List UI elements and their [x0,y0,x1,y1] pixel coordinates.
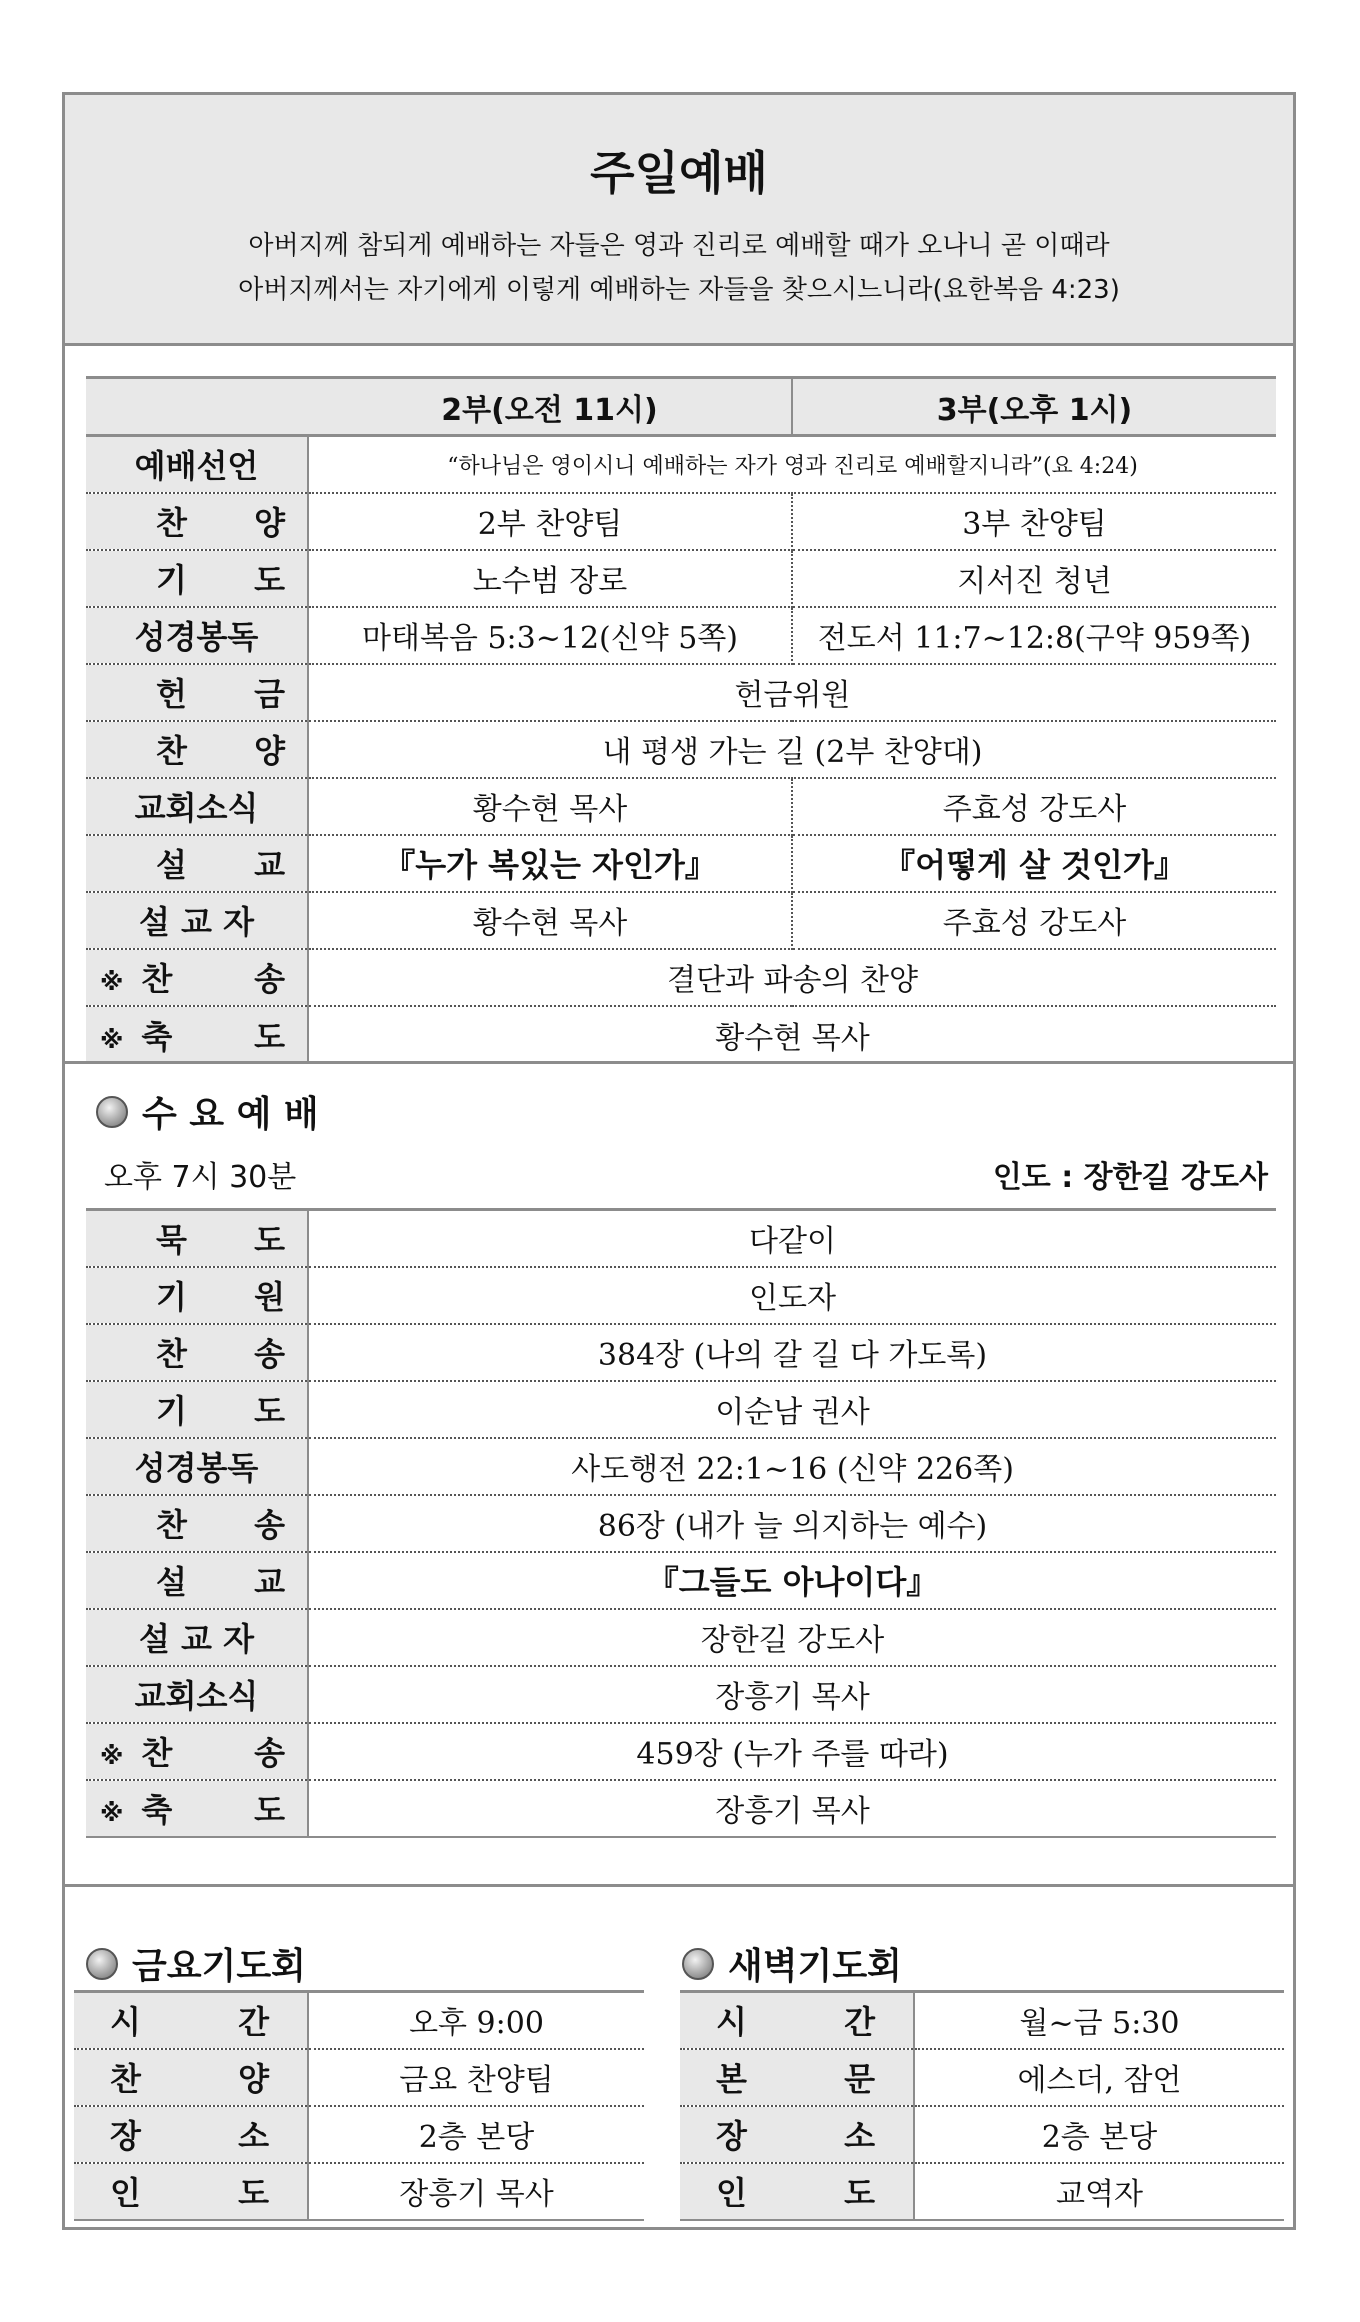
row-label: 설 교 자 [138,903,255,941]
row-label-b: 도 [844,2174,875,2212]
row-label-b: 도 [254,561,285,599]
sermon-title-3bu: 『어떻게 살 것인가』 [792,835,1276,892]
wednesday-row [86,1666,1276,1723]
wednesday-time: 오후 7시 30분 [104,1160,297,1195]
wednesday-leader: 인도 : 장한길 강도사 [992,1160,1268,1195]
wednesday-row [86,1210,1276,1267]
row-value: 384장 (나의 갈 길 다 가도록) [308,1324,1276,1381]
row-value: 교역자 [914,2163,1284,2220]
wednesday-order-table [86,1208,1276,1838]
circle-bullet-icon [682,1948,714,1980]
wednesday-row [86,1609,1276,1666]
asterisk-mark: ※ [100,1799,124,1827]
row-label-a: 찬 [141,1734,173,1772]
row-label: 성경봉독 [134,618,259,656]
row-label-b: 간 [238,2003,269,2042]
row-value-3bu: 지서진 청년 [792,550,1276,607]
row-label-a: 설 [156,846,187,884]
circle-bullet-icon [86,1948,118,1980]
circle-bullet-icon [96,1096,128,1128]
asterisk-mark: ※ [100,1025,124,1054]
row-label-a: 시 [110,2003,141,2042]
row-label-a: 축 [141,1791,173,1829]
wednesday-title-text: 수 요 예 배 [142,1094,319,1135]
row-label-b: 교 [254,1563,285,1601]
row-value: 월~금 5:30 [914,1992,1284,2049]
row-label-b: 양 [254,504,285,542]
sunday-row [86,721,1276,778]
row-value: 인도자 [308,1267,1276,1324]
sunday-row [86,892,1276,949]
row-value: 사도행전 22:1~16 (신약 226쪽) [308,1438,1276,1495]
row-label-b: 간 [844,2003,875,2042]
section-divider [62,1061,1296,1064]
row-value-2bu: 노수범 장로 [308,550,792,607]
row-value: 장한길 강도사 [308,1609,1276,1666]
wednesday-row [86,1324,1276,1381]
friday-table [74,1990,644,2221]
row-label-a: 본 [716,2060,747,2098]
sunday-row [86,1006,1276,1063]
verse-line-1: 아버지께 참되게 예배하는 자들은 영과 진리로 예배할 때가 오나니 곧 이때라 [248,231,1110,261]
row-value: 이순남 권사 [308,1381,1276,1438]
row-label-b: 양 [254,732,285,770]
row-value: 장흥기 목사 [308,1666,1276,1723]
friday-title-text: 금요기도회 [132,1946,306,1987]
row-label-b: 문 [844,2060,875,2098]
row-label: 교회소식 [134,1677,259,1715]
row-value: 황수현 목사 [715,1020,870,1056]
row-value-3bu: 주효성 강도사 [792,892,1276,949]
row-label-a: 찬 [156,1506,187,1544]
sunday-header [62,92,1296,346]
wednesday-title [96,1086,319,1137]
row-label-b: 소 [238,2117,269,2155]
wednesday-row [86,1723,1276,1780]
wednesday-row [86,1381,1276,1438]
row-label-a: 찬 [156,732,187,770]
row-label-a: 헌 [156,675,187,713]
row-label-b: 양 [238,2060,269,2098]
row-label-a: 찬 [141,960,173,998]
row-label-a: 인 [110,2174,141,2212]
sunday-row [86,949,1276,1006]
row-label-b: 도 [254,1392,285,1430]
friday-title [86,1938,306,1989]
row-label: 예배선언 [134,447,259,486]
row-value: 장흥기 목사 [308,2163,644,2220]
col-3bu: 3부(오후 1시) [792,378,1276,436]
row-label-a: 장 [716,2117,747,2155]
sunday-row [86,835,1276,892]
row-value: 2층 본당 [914,2106,1284,2163]
row-value: 에스더, 잠언 [914,2049,1284,2106]
row-label-a: 기 [156,561,187,599]
row-label-a: 찬 [156,504,187,542]
row-value-2bu: 마태복음 5:3~12(신약 5쪽) [308,607,792,664]
row-label-a: 설 [156,1563,187,1601]
sunday-row [86,664,1276,721]
dawn-title-text: 새벽기도회 [728,1946,902,1987]
row-label-b: 송 [254,1335,285,1373]
wednesday-row [86,1267,1276,1324]
row-value: “하나님은 영이시니 예배하는 자가 영과 진리로 예배할지니라”(요 4:24) [308,436,1276,493]
row-label-b: 도 [254,1017,285,1056]
row-label-b: 금 [254,675,285,713]
sunday-row [86,550,1276,607]
verse-line-2: 아버지께서는 자기에게 이렇게 예배하는 자들을 찾으시느니라(요한복음 4:23) [238,275,1120,305]
row-value-3bu: 3부 찬양팀 [792,493,1276,550]
row-value: 내 평생 가는 길 (2부 찬양대) [308,721,1276,778]
asterisk-mark: ※ [100,968,124,996]
row-value: 결단과 파송의 찬양 [308,949,1276,1006]
row-label-a: 장 [110,2117,141,2155]
row-value: 2층 본당 [308,2106,644,2163]
row-label-b: 송 [254,1506,285,1544]
sunday-row [86,436,1276,493]
asterisk-mark: ※ [100,1742,124,1770]
row-label-b: 송 [254,1734,285,1772]
row-label-a: 찬 [156,1335,187,1373]
row-label-b: 도 [254,1791,285,1829]
row-value: 헌금위원 [308,664,1276,721]
row-label-b: 송 [254,960,285,998]
sunday-row [86,493,1276,550]
header-blank [86,378,308,436]
sunday-title: 주일예배 [590,146,768,200]
row-value: 86장 (내가 늘 의지하는 예수) [308,1495,1276,1552]
row-label-a: 인 [716,2174,747,2212]
row-value: 장흥기 목사 [308,1780,1276,1837]
sunday-table-header [86,378,1276,436]
wednesday-row [86,1780,1276,1837]
row-label: 성경봉독 [134,1449,259,1487]
row-label-a: 시 [716,2003,747,2042]
sermon-title-2bu: 『누가 복있는 자인가』 [308,835,792,892]
row-label-a: 기 [156,1392,187,1430]
sunday-row [86,607,1276,664]
row-value: 다같이 [308,1210,1276,1267]
row-label-a: 축 [141,1017,173,1056]
row-value: 오후 9:00 [308,1992,644,2049]
wednesday-row [86,1495,1276,1552]
row-label-a: 묵 [156,1221,187,1260]
row-label-b: 소 [844,2117,875,2155]
col-2bu: 2부(오전 11시) [308,378,792,436]
row-value: 459장 (누가 주를 따라) [308,1723,1276,1780]
section-divider [62,1884,1296,1887]
row-label-b: 도 [238,2174,269,2212]
wednesday-row [86,1438,1276,1495]
row-label-a: 찬 [110,2060,141,2098]
row-label-a: 기 [156,1278,187,1316]
row-value-2bu: 황수현 목사 [308,892,792,949]
sunday-order-table [86,376,1276,1063]
row-label-b: 도 [254,1221,285,1260]
row-value: 금요 찬양팀 [308,2049,644,2106]
wednesday-row [86,1552,1276,1609]
row-value-2bu: 2부 찬양팀 [308,493,792,550]
row-value-3bu: 주효성 강도사 [792,778,1276,835]
row-label-b: 원 [254,1278,285,1316]
row-value-2bu: 황수현 목사 [308,778,792,835]
row-value-3bu: 전도서 11:7~12:8(구약 959쪽) [792,607,1276,664]
dawn-title [682,1938,902,1989]
row-label-b: 교 [254,846,285,884]
row-label: 교회소식 [134,789,259,827]
sermon-title: 『그들도 아나이다』 [308,1552,1276,1609]
row-label: 설 교 자 [138,1620,255,1658]
sunday-row [86,778,1276,835]
dawn-table [680,1990,1284,2221]
